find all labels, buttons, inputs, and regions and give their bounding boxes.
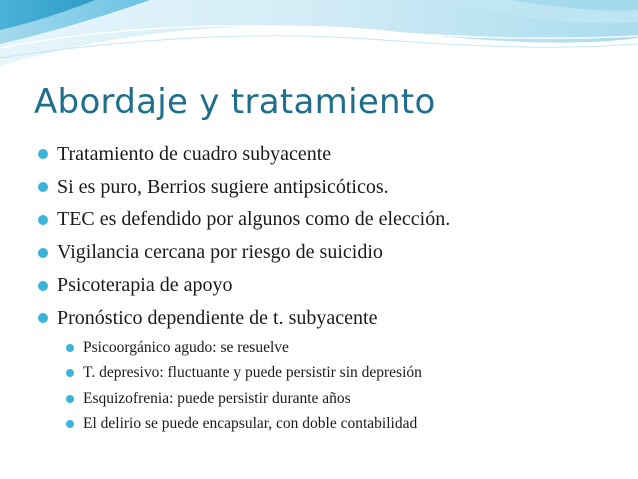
bullet-dot-icon: [66, 344, 74, 352]
bullet-text: Pronóstico dependiente de t. subyacente: [57, 306, 378, 329]
sub-bullet-item: [66, 412, 422, 438]
bullet-item: [38, 171, 450, 204]
bullet-dot-icon: [38, 313, 48, 323]
sub-bullet-item: [66, 386, 422, 412]
bullet-text: Si es puro, Berrios sugiere antipsicóticos.: [57, 175, 389, 198]
bullet-dot-icon: [66, 420, 74, 428]
bullet-dot-icon: [66, 395, 74, 403]
bullet-dot-icon: [66, 369, 74, 377]
bullet-item: [38, 204, 450, 237]
bullet-item: [38, 302, 450, 335]
sub-bullet-item: [66, 361, 422, 387]
bullet-dot-icon: [38, 248, 48, 258]
sub-bullet-text: Psicoorgánico agudo: se resuelve: [83, 338, 289, 356]
bullet-item: [38, 269, 450, 302]
header-wave-decoration: [0, 0, 638, 80]
bullet-item: [38, 138, 450, 171]
slide-title: Abordaje y tratamiento: [34, 82, 436, 122]
bullet-dot-icon: [38, 182, 48, 192]
sub-bullet-list: [66, 335, 422, 437]
bullet-text: Vigilancia cercana por riesgo de suicidio: [57, 241, 383, 264]
bullet-text: Tratamiento de cuadro subyacente: [57, 142, 332, 165]
bullet-item: [38, 236, 450, 269]
bullet-list: [38, 138, 450, 335]
sub-bullet-text: El delirio se puede encapsular, con doble contabilidad: [83, 415, 418, 433]
sub-bullet-item: [66, 335, 422, 361]
bullet-dot-icon: [38, 215, 48, 225]
bullet-dot-icon: [38, 281, 48, 291]
bullet-text: TEC es defendido por algunos como de elección.: [57, 208, 451, 231]
sub-bullet-text: T. depresivo: fluctuante y puede persistir sin depresión: [83, 364, 422, 382]
sub-bullet-text: Esquizofrenia: puede persistir durante años: [83, 389, 351, 407]
bullet-dot-icon: [38, 149, 48, 159]
bullet-text: Psicoterapia de apoyo: [57, 274, 233, 297]
